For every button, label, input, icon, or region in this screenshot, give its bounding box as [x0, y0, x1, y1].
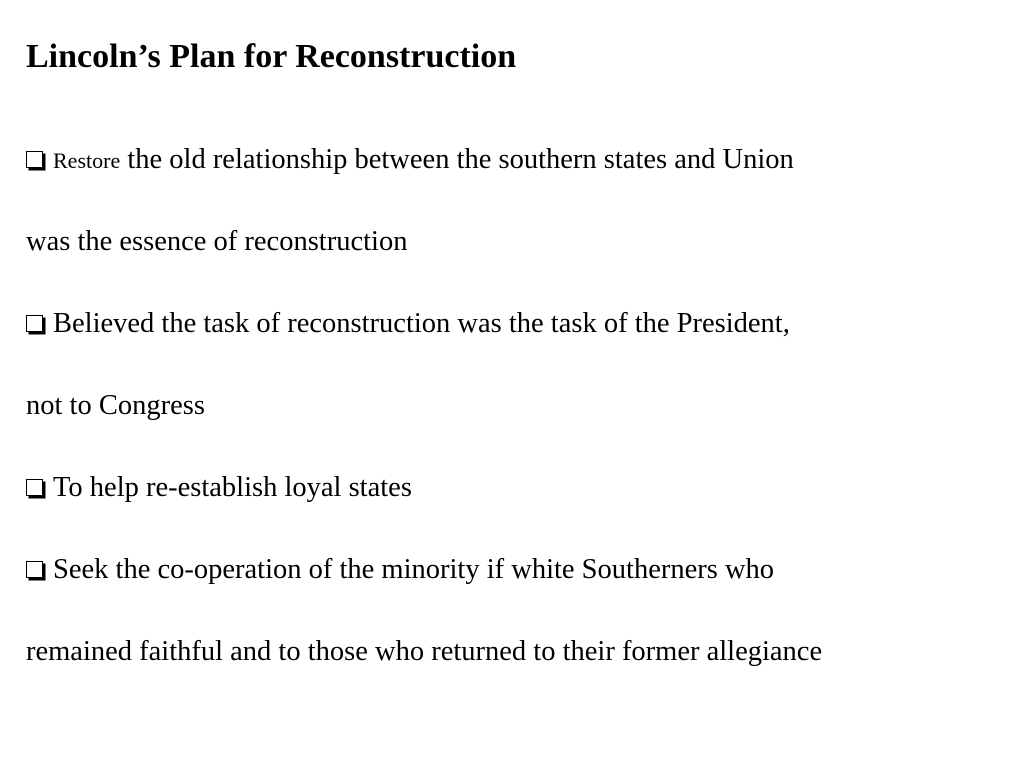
bullet-1-line-2: was the essence of reconstruction	[26, 226, 408, 257]
bullet-3-text: To help re-establish loyal states	[53, 472, 412, 503]
checkbox-square-icon	[26, 561, 43, 578]
checkbox-square-icon	[26, 315, 43, 332]
bullet-1-line-1	[26, 142, 794, 179]
bullet-4-text: Seek the co-operation of the minority if white Southerners who	[53, 554, 775, 585]
bullet-4-line-2: remained faithful and to those who returned to their former allegiance	[26, 636, 823, 667]
checkbox-square-icon	[26, 151, 43, 168]
bullet-4-line-1	[26, 552, 774, 588]
bullet-2-line-2: not to Congress	[26, 390, 205, 421]
bullet-1-text: the old relationship between the southern states and Union	[120, 144, 794, 175]
bullet-2-text: Believed the task of reconstruction was the task of the President,	[53, 308, 790, 339]
checkbox-square-icon	[26, 479, 43, 496]
bullet-3-line-1	[26, 470, 412, 506]
bullet-1-lead: Restore	[53, 148, 121, 173]
bullet-2-line-1	[26, 306, 790, 342]
page-title: Lincoln’s Plan for Reconstruction	[26, 38, 517, 75]
